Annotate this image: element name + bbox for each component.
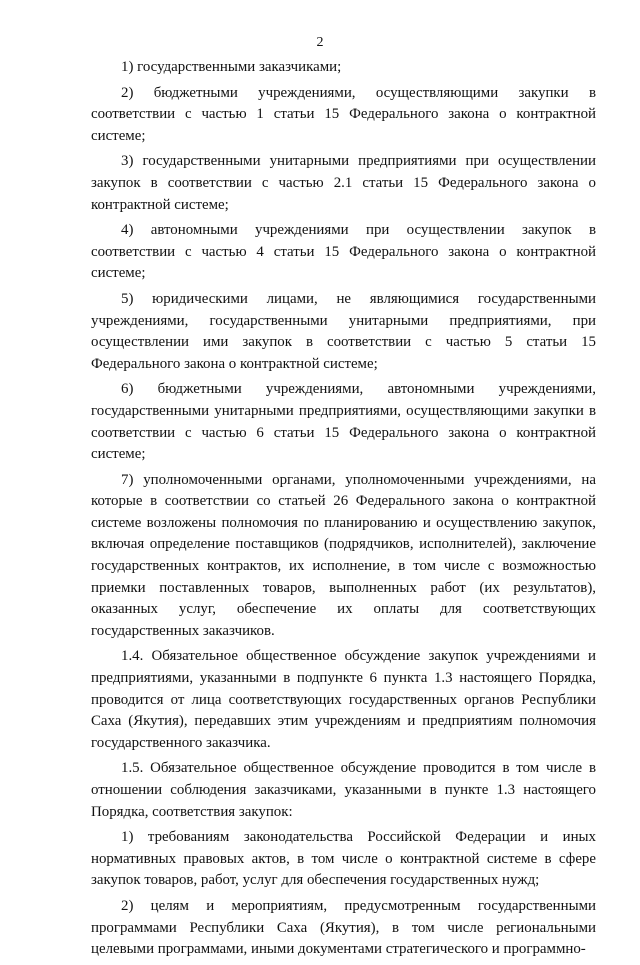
page-number: 2 bbox=[316, 35, 324, 50]
paragraph-clause-1-5: 1.5. Обязательное общественное обсуждение проводится в том числе в отношении соблюдения заказчиками, указанными в пункте 1.3 настоящего Порядка, соответствия закупок: bbox=[91, 760, 596, 820]
document-body bbox=[91, 57, 596, 965]
paragraph-subitem-3: 3) государственными унитарными предприятиями при осуществлении закупок в соответствии с частью 2.1 статьи 15 Федерального закона о контрактной системе; bbox=[91, 153, 596, 213]
paragraph-subitem-1: 1) государственными заказчиками; bbox=[121, 59, 342, 75]
paragraph-clause-1-5-item-2: 2) целям и мероприятиям, предусмотренным государственными программами Республики Саха (Якутия), в том числе региональными целевыми программами, иными документами стратегического и программно- bbox=[91, 897, 596, 958]
paragraph-clause-1-5-item-1: 1) требованиям законодательства Российской Федерации и иных нормативных правовых актов, в том числе о контрактной системе в сфере закупок товаров, работ, услуг для обеспечения государственных нужд; bbox=[91, 829, 596, 889]
paragraph-subitem-7: 7) уполномоченными органами, уполномоченными учреждениями, на которые в соответствии со статьей 26 Федерального закона о контрактной системе возложены полномочия по планированию и осуществлению закупок, включая определение поставщиков (подрядчиков, исполнителей), заключение государственных контрактов, их исполнение, в том числе с возможностью приемки поставленных товаров, выполненных работ (их результатов), оказанных услуг, обеспечение их оплаты для соответствующих государственных заказчиков. bbox=[91, 471, 596, 639]
paragraph-subitem-2: 2) бюджетными учреждениями, осуществляющими закупки в соответствии с частью 1 статьи 15 Федерального закона о контрактной системе; bbox=[91, 84, 596, 144]
paragraph-subitem-4: 4) автономными учреждениями при осуществлении закупок в соответствии с частью 4 статьи 15 Федерального закона о контрактной системе; bbox=[91, 222, 596, 282]
paragraph-subitem-5: 5) юридическими лицами, не являющимися государственными учреждениями, государственными унитарными предприятиями, при осуществлении ими закупок в соответствии с частью 5 статьи 15 Федерального закона о контрактной системе; bbox=[91, 290, 596, 372]
paragraph-clause-1-4: 1.4. Обязательное общественное обсуждение закупок учреждениями и предприятиями, указанными в подпункте 6 пункта 1.3 настоящего Порядка, проводится от лица соответствующих государственных органов Республики Саха (Якутия), передавших этим учреждениям и предприятиям полномочия государственного заказчика. bbox=[91, 648, 596, 751]
paragraph-subitem-6: 6) бюджетными учреждениями, автономными учреждениями, государственными унитарными предприятиями, осуществляющими закупки в соответствии с частью 6 статьи 15 Федерального закона о контрактной системе; bbox=[91, 381, 596, 463]
